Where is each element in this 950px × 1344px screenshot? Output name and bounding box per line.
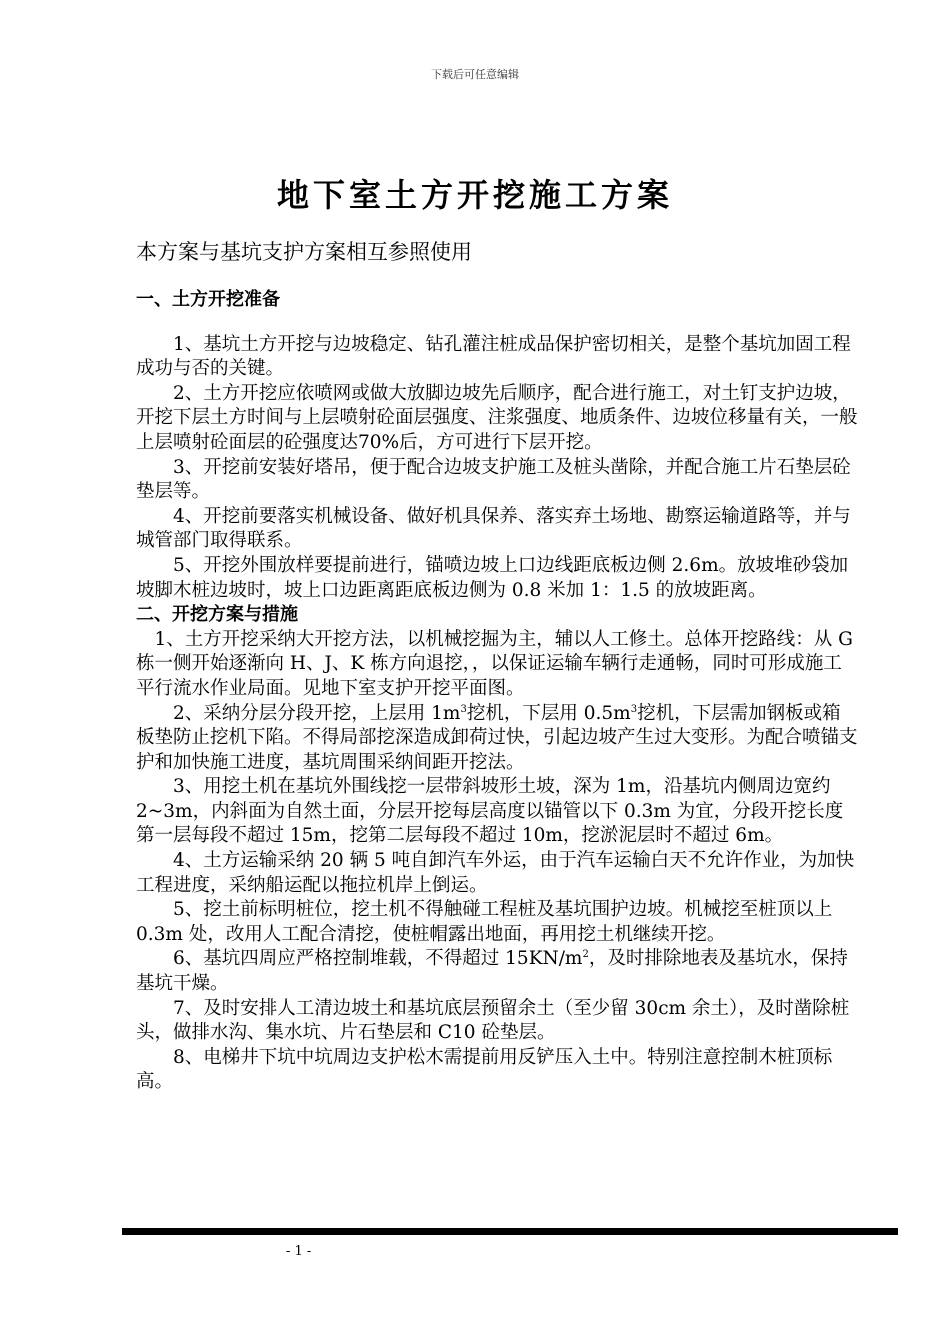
paragraph-text: 挖机，下层用 0.5m [466,702,631,724]
superscript: 3 [630,703,638,715]
paragraph: 4、开挖前要落实机械设备、做好机具保养、落实弃土场地、勘察运输道路等，并与城管部门取得联系。 [136,505,851,552]
paragraph: 7、及时安排人工清边坡土和基坑底层预留余土（至少留 30cm 余土），及时凿除桩头，做排水沟、集水坑、片石垫层和 C10 砼垫层。 [136,997,850,1044]
paragraph [136,702,858,776]
footer-rule [122,1228,898,1235]
document-title: 地下室土方开挖施工方案 [276,176,673,214]
paragraph: 4、土方运输采纳 20 辆 5 吨自卸汽车外运，由于汽车运输白天不允许作业，为加快工程进度，采纳船运配以拖拉机岸上倒运。 [136,850,855,896]
paragraph: 1、土方开挖采纳大开挖方法，以机械挖掘为主，辅以人工修土。总体开挖路线：从 G 栋一侧开始逐渐向 H、J、K 栋方向退挖，，以保证运输车辆行走通畅，同时可形成施工平行流水作业局面。见地下室支护开挖平面图。 [136,628,853,699]
paragraph: 8、电梯井下坑中坑周边支护松木需提前用反铲压入土中。特别注意控制木桩顶标高。 [136,1046,833,1093]
paragraph [136,947,858,996]
document-body [136,288,858,1095]
paragraph: 5、挖土前标明桩位，挖土机不得触碰工程桩及基坑围护边坡。机械挖至桩顶以上 0.3m 处，改用人工配合清挖，使桩帽露出地面，再用挖土机继续开挖。 [136,899,833,945]
paragraph: 3、用挖土机在基坑外围线挖一层带斜坡形土坡，深为 1m，沿基坑内侧周边宽约 2~3m，内斜面为自然土面，分层开挖每层高度以锚管以下 0.3m 为宜，分段开挖长度第一层每段不超过 15m，挖第二层每段不超过 10m，挖淤泥层时不超过 6m。 [136,776,844,847]
header-note: 下载后可任意编辑 [431,68,519,81]
paragraph: 1、基坑土方开挖与边坡稳定、钻孔灌注桩成品保护密切相关，是整个基坑加固工程成功与否的关键。 [136,333,851,380]
section-heading-1: 一、土方开挖准备 [136,289,280,310]
paragraph: 2、土方开挖应依喷网或做大放脚边坡先后顺序，配合进行施工，对土钉支护边坡，开挖下层土方时间与上层喷射砼面层强度、注浆强度、地质条件、边坡位移量有关，一般上层喷射砼面层的砼强度达70%后，方可进行下层开挖。 [136,382,858,453]
paragraph-text: 6、基坑四周应严格控制堆载，不得超过 15KN/m [173,948,583,970]
document-subtitle: 本方案与基坑支护方案相互参照使用 [136,240,472,264]
superscript: 3 [460,703,467,715]
section-heading-2: 二、开挖方案与措施 [136,604,298,626]
paragraph-text: ，及时排除地表及基坑水，保持基坑干燥。 [136,948,848,995]
paragraph: 5、开挖外围放样要提前进行，锚喷边坡上口边线距底板边侧 2.6m。放坡堆砂袋加坡脚木桩边坡时，坡上口边距离距底板边侧为 0.8 米加 1：1.5 的放坡距离。 [136,554,849,601]
page-number: - 1 - [286,1244,312,1259]
paragraph-text: 挖机，下层需加钢板或箱板垫防止挖机下陷。不得局部挖深造成卸荷过快，引起边坡产生过大变形。为配合喷锚支护和加快施工进度，基坑周围采纳间距开挖法。 [136,702,858,773]
paragraph: 3、开挖前安装好塔吊，便于配合边坡支护施工及桩头凿除，并配合施工片石垫层砼垫层等。 [136,456,851,503]
paragraph-text: 2、采纳分层分段开挖，上层用 1m [173,702,461,724]
superscript: 2 [582,949,589,961]
